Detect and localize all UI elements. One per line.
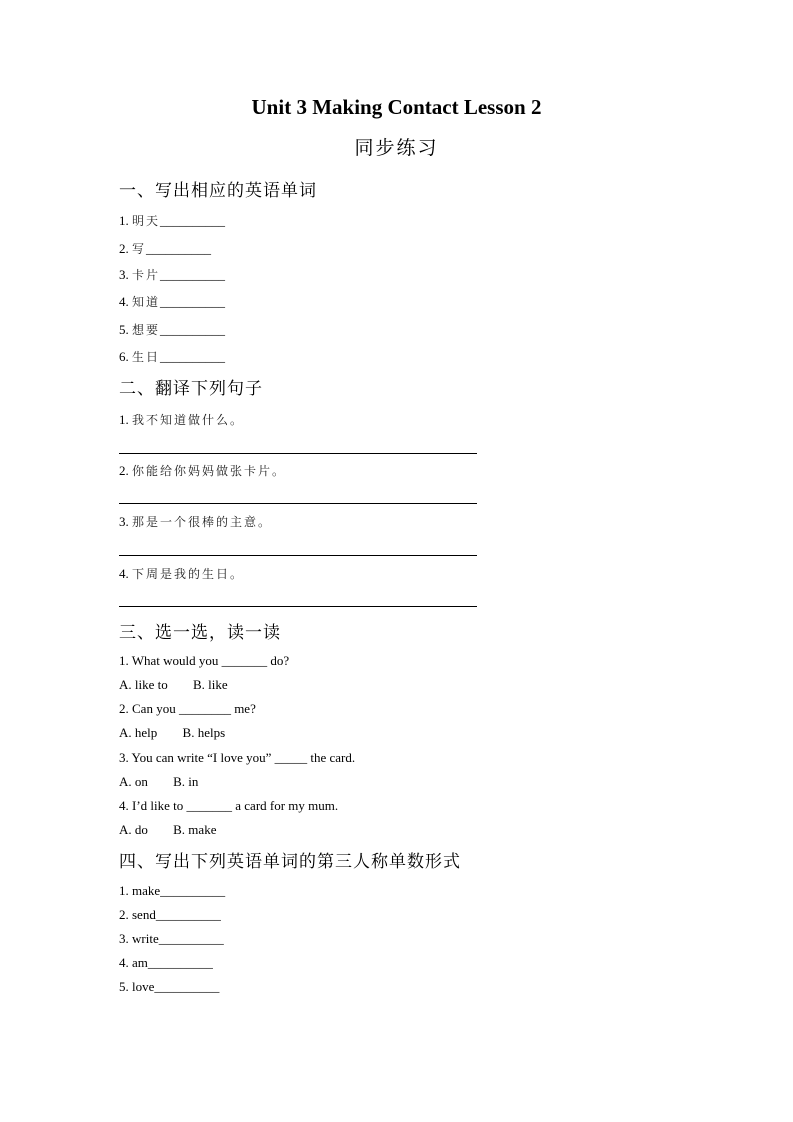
option-a[interactable]: A. do (119, 822, 148, 837)
section-4-item: 1. make__________ (119, 883, 226, 898)
option-b[interactable]: B. in (173, 774, 199, 789)
question-text: 2. Can you ________ me? (119, 701, 256, 716)
question-options (119, 821, 216, 839)
item-number: 2. (119, 463, 129, 478)
answer-blank[interactable]: __________ (160, 349, 226, 364)
item-chinese: 你能给你妈妈做张卡片。 (132, 464, 287, 478)
item-number: 1. (119, 213, 129, 228)
section-3-heading: 三、选一选，读一读 (119, 623, 281, 643)
answer-blank[interactable]: __________ (160, 294, 226, 309)
question-text: 4. I’d like to _______ a card for my mum. (119, 798, 339, 813)
section-1-item (119, 266, 225, 284)
option-a[interactable]: A. help (119, 725, 158, 740)
section-4-heading: 四、写出下列英语单词的第三人称单数形式 (119, 852, 461, 872)
item-chinese: 我不知道做什么。 (132, 413, 245, 427)
option-a[interactable]: A. on (119, 774, 148, 789)
section-4-item: 4. am__________ (119, 955, 213, 970)
section-2-heading: 二、翻译下列句子 (119, 379, 263, 399)
section-1-item (119, 240, 211, 258)
item-number: 5. (119, 322, 129, 337)
section-2-item (119, 513, 272, 531)
section-2-item (119, 565, 244, 583)
section-1-item (119, 348, 225, 366)
answer-line[interactable] (119, 453, 477, 454)
page-title: Unit 3 Making Contact Lesson 2 (251, 95, 542, 119)
option-b[interactable]: B. like (193, 677, 228, 692)
page-subtitle: 同步练习 (354, 137, 439, 159)
question-options (119, 724, 225, 742)
item-number: 3. (119, 267, 129, 282)
question-options (119, 773, 198, 791)
item-number: 2. (119, 241, 129, 256)
item-number: 1. (119, 412, 129, 427)
section-1-item (119, 212, 225, 230)
section-1-heading: 一、写出相应的英语单词 (119, 181, 317, 201)
section-1-item (119, 321, 225, 339)
section-4-item: 2. send__________ (119, 907, 221, 922)
answer-blank[interactable]: __________ (146, 241, 212, 256)
item-number: 4. (119, 566, 129, 581)
item-number: 3. (119, 514, 129, 529)
item-chinese: 下周是我的生日。 (132, 567, 245, 581)
item-number: 6. (119, 349, 129, 364)
answer-blank[interactable]: __________ (160, 267, 226, 282)
item-chinese: 卡片 (132, 268, 161, 282)
question-options (119, 676, 228, 694)
item-chinese: 生日 (132, 350, 161, 364)
question-text: 1. What would you _______ do? (119, 653, 290, 668)
answer-line[interactable] (119, 606, 477, 607)
section-4-item: 5. love__________ (119, 979, 220, 994)
option-a[interactable]: A. like to (119, 677, 168, 692)
section-4-item: 3. write__________ (119, 931, 224, 946)
item-chinese: 写 (132, 242, 147, 256)
option-b[interactable]: B. make (173, 822, 217, 837)
answer-line[interactable] (119, 503, 477, 504)
item-chinese: 想要 (132, 323, 161, 337)
item-number: 4. (119, 294, 129, 309)
option-b[interactable]: B. helps (182, 725, 226, 740)
answer-blank[interactable]: __________ (160, 213, 226, 228)
question-text: 3. You can write “I love you” _____ the card. (119, 750, 356, 765)
item-chinese: 明天 (132, 214, 161, 228)
section-2-item (119, 462, 286, 480)
answer-line[interactable] (119, 555, 477, 556)
section-1-item (119, 293, 225, 311)
item-chinese: 知道 (132, 295, 161, 309)
answer-blank[interactable]: __________ (160, 322, 226, 337)
item-chinese: 那是一个很棒的主意。 (132, 515, 273, 529)
section-2-item (119, 411, 244, 429)
